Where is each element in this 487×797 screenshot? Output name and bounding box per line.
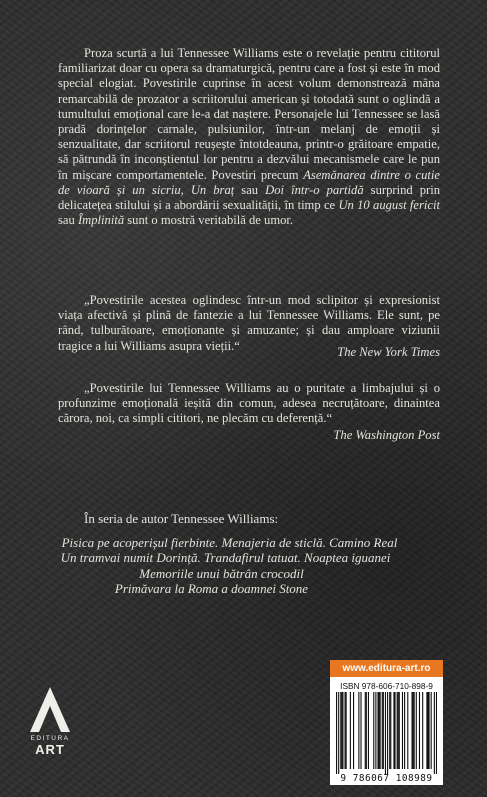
barcode-bar bbox=[394, 692, 395, 769]
barcode-bar bbox=[416, 692, 417, 769]
series-heading: În seria de autor Tennessee Williams: bbox=[84, 511, 279, 526]
barcode-bar bbox=[414, 692, 415, 769]
barcode-bar bbox=[419, 692, 420, 769]
barcode-bar bbox=[377, 692, 378, 769]
barcode-bar bbox=[426, 692, 427, 769]
barcode-bar bbox=[379, 692, 380, 769]
barcode-bar bbox=[397, 692, 398, 769]
title-violin-case: Asemănarea dintre o cutie de vioară și un sicriu bbox=[58, 167, 440, 197]
title-happy-august-tenth: Un 10 august fericit bbox=[338, 198, 440, 213]
barcode-icon bbox=[336, 692, 437, 774]
title-two-on-a-party: Doi într-o partidă bbox=[265, 182, 364, 197]
barcode-bar bbox=[368, 692, 369, 769]
series-line: Memoriile unui bătrân crocodil bbox=[139, 565, 304, 581]
barcode-bar bbox=[436, 692, 437, 774]
series-list bbox=[0, 535, 487, 597]
quote-wapo: „Povestirile lui Tennessee Williams au o puritate a limbajului și o profunzime emoțională ieșită din comun, adesea necruțătoare, dinaintea cărora, noi, ca simpli cititori, ne plecăm cu deferență.“ bbox=[58, 381, 440, 426]
barcode-bar bbox=[428, 692, 429, 769]
publisher-small-name: EDITURA bbox=[30, 735, 70, 742]
barcode-bar bbox=[431, 692, 432, 769]
barcode-box bbox=[330, 660, 443, 785]
quote-wapo-source: The Washington Post bbox=[333, 428, 440, 442]
barcode-bar bbox=[434, 692, 435, 774]
barcode-bar bbox=[380, 692, 381, 769]
barcode-bar bbox=[389, 692, 390, 769]
title-completed: Împlinită bbox=[77, 213, 125, 228]
isbn-label: ISBN 978-606-710-898-9 bbox=[340, 681, 433, 691]
barcode-bar bbox=[341, 692, 342, 769]
barcode-bar bbox=[365, 692, 366, 769]
barcode-bar bbox=[413, 692, 414, 769]
publisher-big-name: ART bbox=[35, 742, 65, 757]
barcode-bar bbox=[404, 692, 405, 769]
barcode-bar bbox=[336, 692, 337, 774]
barcode-digits: 9 786067 108989 bbox=[340, 773, 433, 784]
barcode-bar bbox=[340, 692, 341, 769]
barcode-bar bbox=[345, 692, 346, 769]
publisher-website: www.editura-art.ro bbox=[330, 660, 443, 677]
barcode-bar bbox=[353, 692, 354, 769]
barcode-bar bbox=[338, 692, 339, 774]
title-arm: Un braț bbox=[190, 182, 235, 197]
series-line: Un tramvai numit Dorință. Trandafirul tatuat. Noaptea iguanei bbox=[60, 550, 391, 566]
barcode-bar bbox=[366, 692, 367, 769]
barcode-bar bbox=[358, 692, 359, 769]
series-line: Pisica pe acoperișul fierbinte. Menajeria de sticlă. Camino Real bbox=[61, 535, 398, 550]
barcode-bar bbox=[390, 692, 391, 769]
barcode-bar bbox=[375, 692, 376, 769]
barcode-bar bbox=[399, 692, 400, 769]
intro-paragraph: Proza scurtă a lui Tennessee Williams este o revelație pentru cititorul familiarizat doar cu opera sa dramaturgică, pentru care a fost și este în mod special elogiat. Povestirile cuprinse în acest volum demonstrează mâna remarcabilă de prozator a scriitorului american și totodată sunt o oglindă a tumultului emoțional care le-a dat naștere. Personajele lui Tennessee se lasă pradă dorințelor carnale, pulsiunilor, într-un melanj de emoții și senzualitate, dar scriitorul reușește întotdeauna, printr-o grăitoare empatie, să pătrundă în inconștientul lor pentru a dezvălui mecanismele care le pun în mișcare comportamentele. Povestiri precum Asemănarea dintre o cutie de vioară și un sicriu, Un braț sau Doi într-o partidă surprind prin delicatețea stilului și a abordării sexualității, în timp ce Un 10 august fericit sau Împlinită sunt o mostră veritabilă de umor. bbox=[58, 46, 440, 228]
barcode-bar bbox=[398, 692, 399, 769]
barcode-bar bbox=[407, 692, 408, 769]
barcode-bar bbox=[387, 692, 388, 774]
barcode-bar bbox=[360, 692, 361, 769]
barcode-bar bbox=[422, 692, 423, 769]
barcode-bar bbox=[393, 692, 394, 769]
arch-logo-icon bbox=[20, 684, 80, 736]
barcode-bar bbox=[350, 692, 351, 769]
barcode-bar bbox=[427, 692, 428, 769]
publisher-logo bbox=[20, 684, 80, 784]
barcode-bar bbox=[411, 692, 412, 769]
barcode-bar bbox=[342, 692, 343, 769]
series-line: Primăvara la Roma a doamnei Stone bbox=[114, 581, 309, 597]
barcode-bar bbox=[402, 692, 403, 769]
barcode-bar bbox=[383, 692, 384, 769]
barcode-bar bbox=[346, 692, 347, 769]
barcode-bar bbox=[373, 692, 374, 769]
barcode-bar bbox=[385, 692, 386, 774]
barcode-bar bbox=[382, 692, 383, 769]
quote-nyt-source: The New York Times bbox=[337, 345, 440, 359]
quote-nyt: „Povestirile acestea oglindesc într-un mod sclipitor și expresionist viața afectivă și plină de fantezie a lui Tennessee Williams. Ele sunt, pe rând, tulburătoare, emoționante și amuzante; și dau amploare viziunii tragice a lui Williams asupra vieții.“ bbox=[58, 293, 440, 353]
